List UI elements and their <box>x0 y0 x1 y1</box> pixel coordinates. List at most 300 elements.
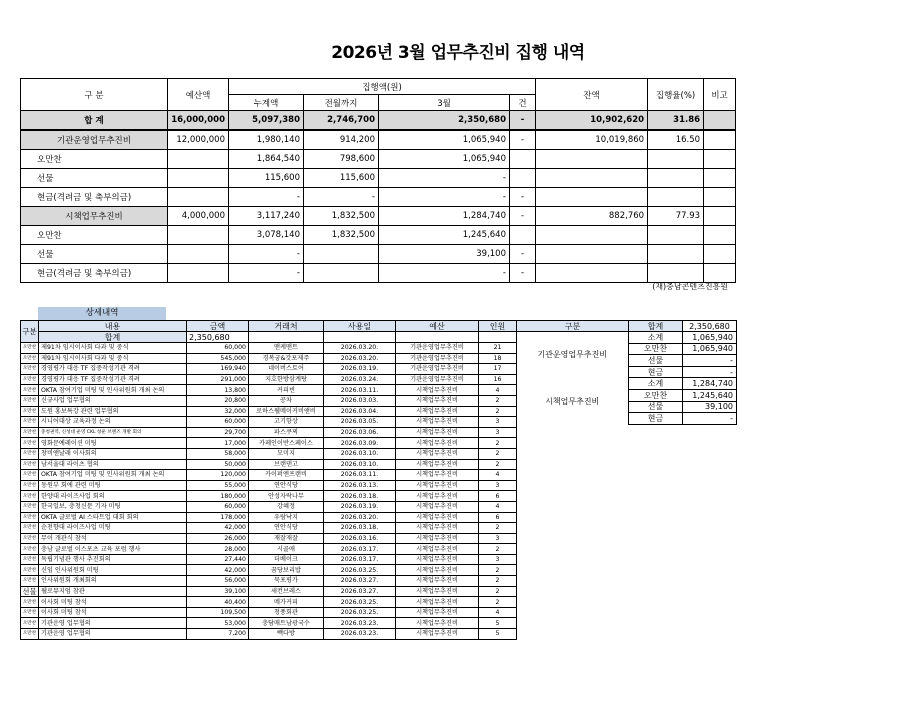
detail-vendor: 묵포평가 <box>249 576 324 587</box>
summary-previous: 2,746,700 <box>304 111 379 131</box>
detail-kind: 오만찬 <box>21 629 39 640</box>
detail-people: 4 <box>479 470 517 481</box>
summary-count: - <box>510 207 536 226</box>
summary-cumulative: 3,078,140 <box>229 226 304 245</box>
detail-desc: OKTA 글로벌 AI 스타트업 대회 회의 <box>39 512 187 523</box>
header-category: 구 분 <box>21 79 168 111</box>
detail-budget: 기관운영업무추진비 <box>396 374 479 385</box>
detail-desc: 남서울대 라이츠 협의 <box>39 459 187 470</box>
summary-row-label: 합 계 <box>21 111 168 131</box>
side-header-total: 합계 <box>629 321 683 332</box>
summary-budget: 12,000,000 <box>168 130 229 150</box>
side-item-label: 오만찬 <box>629 343 683 355</box>
detail-date: 2026.03.16. <box>324 533 396 544</box>
detail-date: 2026.03.10. <box>324 448 396 459</box>
detail-row <box>21 406 517 417</box>
detail-kind: 오만찬 <box>21 353 39 364</box>
detail-header-people: 인원 <box>479 321 517 332</box>
detail-date: 2026.03.05. <box>324 417 396 428</box>
detail-people: 2 <box>479 438 517 449</box>
detail-budget: 시책업무추진비 <box>396 417 479 428</box>
detail-date: 2026.03.11. <box>324 470 396 481</box>
summary-row-label: 선물 <box>21 245 168 264</box>
detail-kind: 오만찬 <box>21 533 39 544</box>
detail-people: 2 <box>479 395 517 406</box>
detail-amount: 291,000 <box>187 374 249 385</box>
detail-date: 2026.03.25. <box>324 565 396 576</box>
summary-previous: 115,600 <box>304 169 379 188</box>
detail-amount: 7,200 <box>187 629 249 640</box>
summary-row <box>21 226 736 245</box>
detail-people: 3 <box>479 554 517 565</box>
detail-date: 2026.03.10. <box>324 459 396 470</box>
detail-budget: 시책업무추진비 <box>396 586 479 597</box>
detail-budget: 시책업무추진비 <box>396 565 479 576</box>
summary-note <box>704 150 736 169</box>
detail-amount: 60,000 <box>187 343 249 354</box>
summary-cumulative: 1,980,140 <box>229 130 304 150</box>
summary-table <box>20 78 736 283</box>
summary-month: - <box>379 188 510 207</box>
side-item-label: 선물 <box>629 401 683 413</box>
detail-date: 2026.03.20. <box>324 353 396 364</box>
summary-note <box>704 207 736 226</box>
detail-desc: 시니어대상 교육과정 논의 <box>39 417 187 428</box>
summary-row <box>21 150 736 169</box>
detail-desc: 동원부 회에 관련 미팅 <box>39 480 187 491</box>
summary-count: - <box>510 111 536 131</box>
summary-row-label: 현금(격려금 및 축부의금) <box>21 264 168 283</box>
detail-row <box>21 565 517 576</box>
summary-balance <box>536 226 648 245</box>
summary-balance <box>536 169 648 188</box>
summary-balance: 882,760 <box>536 207 648 226</box>
summary-row-label: 오만찬 <box>21 150 168 169</box>
detail-kind: 오만찬 <box>21 512 39 523</box>
detail-vendor: 지호한방삼계탕 <box>249 374 324 385</box>
detail-budget: 기관운영업무추진비 <box>396 353 479 364</box>
detail-date: 2026.03.25. <box>324 607 396 618</box>
detail-kind: 오만찬 <box>21 576 39 587</box>
detail-desc: 이사회 미팅 참석 <box>39 597 187 608</box>
detail-people: 4 <box>479 501 517 512</box>
detail-budget: 시책업무추진비 <box>396 395 479 406</box>
detail-amount: 109,500 <box>187 607 249 618</box>
summary-row <box>21 264 736 283</box>
detail-people: 2 <box>479 565 517 576</box>
side-header-kind: 구분 <box>517 321 629 332</box>
summary-cumulative: 5,097,380 <box>229 111 304 131</box>
detail-desc: OKTA 참여기업 미팅 및 인사위원회 개최 논의 <box>39 385 187 396</box>
side-item-value: 1,065,940 <box>683 332 737 344</box>
detail-header-desc: 내용 <box>39 321 187 332</box>
summary-note <box>704 169 736 188</box>
header-exec: 집행액(원) <box>229 79 536 95</box>
summary-row-label: 오만찬 <box>21 226 168 245</box>
side-item-label: 소계 <box>629 378 683 390</box>
detail-desc: 경영평가 대응 TF 집중작성기관 격려 <box>39 364 187 375</box>
side-group-name: 시책업무추진비 <box>545 396 600 406</box>
detail-people: 3 <box>479 417 517 428</box>
detail-date: 2026.03.27. <box>324 586 396 597</box>
detail-amount: 169,940 <box>187 364 249 375</box>
side-item-value: - <box>683 355 737 367</box>
detail-kind: 오만찬 <box>21 438 39 449</box>
side-item-value: 1,065,940 <box>683 343 737 355</box>
header-cum: 누계액 <box>229 95 304 111</box>
detail-vendor: 더베이크 <box>249 554 324 565</box>
detail-people: 2 <box>479 448 517 459</box>
detail-amount: 29,700 <box>187 427 249 438</box>
side-row <box>517 378 737 390</box>
detail-kind: 오만찬 <box>21 395 39 406</box>
summary-previous: 798,600 <box>304 150 379 169</box>
side-item-label: 소계 <box>629 332 683 344</box>
summary-balance <box>536 150 648 169</box>
detail-desc: 영화문예레이션 미팅 <box>39 438 187 449</box>
summary-rate <box>648 264 704 283</box>
detail-header-kind: 구분 <box>21 321 39 343</box>
detail-date: 2026.03.27. <box>324 576 396 587</box>
summary-row <box>21 169 736 188</box>
summary-previous: - <box>304 188 379 207</box>
summary-count: - <box>510 130 536 150</box>
detail-amount: 56,000 <box>187 576 249 587</box>
summary-rate <box>648 169 704 188</box>
summary-budget <box>168 169 229 188</box>
detail-budget: 시책업무추진비 <box>396 629 479 640</box>
detail-desc: 무이 개관식 참석 <box>39 533 187 544</box>
detail-desc: 창비앤날래 이사회의 <box>39 448 187 459</box>
detail-date: 2026.03.19. <box>324 364 396 375</box>
side-row <box>517 332 737 344</box>
detail-budget: 시책업무추진비 <box>396 480 479 491</box>
summary-row-label: 시책업무추진비 <box>21 207 168 226</box>
detail-kind: 오만찬 <box>21 417 39 428</box>
detail-people: 18 <box>479 353 517 364</box>
detail-budget: 시책업무추진비 <box>396 491 479 502</box>
summary-count: - <box>510 245 536 264</box>
detail-vendor: 로하스웰메이커비앤비 <box>249 406 324 417</box>
summary-rate: 77.93 <box>648 207 704 226</box>
detail-date: 2026.03.13. <box>324 480 396 491</box>
summary-budget: 4,000,000 <box>168 207 229 226</box>
detail-row <box>21 448 517 459</box>
detail-date: 2026.03.18. <box>324 523 396 534</box>
detail-row <box>21 480 517 491</box>
detail-total-amount: 2,350,680 <box>187 332 249 343</box>
summary-row-label: 현금(격려금 및 축부의금) <box>21 188 168 207</box>
summary-budget <box>168 245 229 264</box>
side-item-value: 1,284,740 <box>683 378 737 390</box>
detail-vendor: 모미지 <box>249 448 324 459</box>
detail-vendor: 연안식당 <box>249 480 324 491</box>
detail-kind: 오만찬 <box>21 427 39 438</box>
summary-month: 39,100 <box>379 245 510 264</box>
detail-budget: 시책업무추진비 <box>396 544 479 555</box>
summary-rate <box>648 188 704 207</box>
detail-kind: 오만찬 <box>21 470 39 481</box>
detail-total-label: 합계 <box>39 332 187 343</box>
detail-budget: 시책업무추진비 <box>396 523 479 534</box>
detail-desc: 기관운영 업무협의 <box>39 629 187 640</box>
detail-people: 2 <box>479 586 517 597</box>
detail-budget: 시책업무추진비 <box>396 470 479 481</box>
detail-budget: 기관운영업무추진비 <box>396 364 479 375</box>
detail-vendor: 고기항상 <box>249 417 324 428</box>
detail-budget: 시책업무추진비 <box>396 597 479 608</box>
detail-vendor: 맨케맨트 <box>249 343 324 354</box>
detail-people: 2 <box>479 544 517 555</box>
detail-amount: 39,100 <box>187 586 249 597</box>
summary-balance: 10,902,620 <box>536 111 648 131</box>
detail-budget: 시책업무추진비 <box>396 438 479 449</box>
summary-balance <box>536 188 648 207</box>
detail-kind: 오만찬 <box>21 501 39 512</box>
detail-people: 16 <box>479 374 517 385</box>
detail-vendor: 빽다방 <box>249 629 324 640</box>
detail-vendor: 시골애 <box>249 544 324 555</box>
summary-note <box>704 264 736 283</box>
detail-desc: 도원 홍보특강 관련 업무협의 <box>39 406 187 417</box>
detail-date: 2026.03.20. <box>324 343 396 354</box>
detail-row <box>21 576 517 587</box>
category-summary-table <box>516 320 737 425</box>
detail-desc: 한국일보, 충청신문 기자 미팅 <box>39 501 187 512</box>
detail-vendor: 강혜정 <box>249 501 324 512</box>
header-month: 3월 <box>379 95 510 111</box>
detail-people: 6 <box>479 512 517 523</box>
detail-amount: 27,440 <box>187 554 249 565</box>
summary-note <box>704 226 736 245</box>
page-title: 2026년 3월 업무추진비 집행 내역 <box>331 43 585 63</box>
detail-budget: 시책업무추진비 <box>396 512 479 523</box>
summary-row <box>21 207 736 226</box>
detail-amount: 60,000 <box>187 501 249 512</box>
detail-row <box>21 501 517 512</box>
detail-date: 2026.03.23. <box>324 629 396 640</box>
detail-row <box>21 597 517 608</box>
organization-name: (재)충남콘텐츠진흥원 <box>652 282 728 291</box>
summary-previous: 1,832,500 <box>304 207 379 226</box>
summary-cumulative: 3,117,240 <box>229 207 304 226</box>
detail-amount: 26,000 <box>187 533 249 544</box>
detail-row <box>21 395 517 406</box>
detail-date: 2026.03.20. <box>324 512 396 523</box>
detail-date: 2026.03.11. <box>324 385 396 396</box>
summary-count <box>510 150 536 169</box>
detail-row <box>21 607 517 618</box>
detail-budget: 시책업무추진비 <box>396 554 479 565</box>
detail-budget: 시책업무추진비 <box>396 459 479 470</box>
detail-row <box>21 374 517 385</box>
detail-kind: 오만찬 <box>21 385 39 396</box>
detail-vendor: 세컨브레스 <box>249 586 324 597</box>
detail-people: 5 <box>479 618 517 629</box>
side-header-total-value: 2,350,680 <box>683 321 737 332</box>
detail-amount: 180,000 <box>187 491 249 502</box>
detail-vendor: 청풍회관 <box>249 607 324 618</box>
summary-note <box>704 245 736 264</box>
detail-row <box>21 343 517 354</box>
detail-vendor: 브랜댄고 <box>249 459 324 470</box>
detail-amount: 28,000 <box>187 544 249 555</box>
summary-budget <box>168 188 229 207</box>
detail-kind: 오만찬 <box>21 597 39 608</box>
detail-amount: 178,000 <box>187 512 249 523</box>
detail-date: 2026.03.17. <box>324 554 396 565</box>
detail-row <box>21 586 517 597</box>
detail-desc: 기관운영 업무협의 <box>39 618 187 629</box>
detail-kind: 오만찬 <box>21 491 39 502</box>
detail-vendor: 재잘재잘 <box>249 533 324 544</box>
detail-budget: 시책업무추진비 <box>396 576 479 587</box>
detail-row <box>21 629 517 640</box>
summary-row-label: 기관운영업무추진비 <box>21 130 168 150</box>
detail-kind: 오만찬 <box>21 343 39 354</box>
detail-vendor: 네이버스토어 <box>249 364 324 375</box>
detail-row <box>21 618 517 629</box>
detail-table <box>20 320 517 640</box>
summary-month: - <box>379 169 510 188</box>
summary-rate <box>648 245 704 264</box>
detail-section-title: 상세내역 <box>38 307 166 320</box>
header-rate: 집행율(%) <box>648 79 704 111</box>
detail-budget: 시책업무추진비 <box>396 501 479 512</box>
summary-cumulative: - <box>229 188 304 207</box>
detail-kind: 오만찬 <box>21 364 39 375</box>
detail-people: 2 <box>479 576 517 587</box>
side-item-label: 선물 <box>629 355 683 367</box>
detail-row <box>21 459 517 470</box>
detail-date: 2026.03.19. <box>324 501 396 512</box>
detail-amount: 32,000 <box>187 406 249 417</box>
detail-desc: 독립기념관 행사 추진회의 <box>39 554 187 565</box>
detail-kind: 오만찬 <box>21 607 39 618</box>
detail-row <box>21 417 517 428</box>
detail-kind: 오만찬 <box>21 480 39 491</box>
side-item-label: 현금 <box>629 366 683 378</box>
detail-amount: 50,000 <box>187 459 249 470</box>
summary-month: 1,065,940 <box>379 150 510 169</box>
summary-balance <box>536 264 648 283</box>
detail-date: 2026.03.18. <box>324 491 396 502</box>
side-item-value: - <box>683 366 737 378</box>
detail-people: 4 <box>479 385 517 396</box>
summary-cumulative: 115,600 <box>229 169 304 188</box>
summary-balance <box>536 245 648 264</box>
summary-balance: 10,019,860 <box>536 130 648 150</box>
detail-amount: 55,000 <box>187 480 249 491</box>
side-item-value: - <box>683 413 737 425</box>
detail-vendor: 파스쿠찌 <box>249 427 324 438</box>
detail-row <box>21 385 517 396</box>
header-balance: 잔액 <box>536 79 648 111</box>
summary-row <box>21 130 736 150</box>
detail-amount: 120,000 <box>187 470 249 481</box>
summary-rate <box>648 150 704 169</box>
detail-vendor: 꿈당보리밥 <box>249 565 324 576</box>
detail-desc: 충남 글로벌 이스포츠 교육 포럼 행사 <box>39 544 187 555</box>
summary-count: - <box>510 188 536 207</box>
detail-desc: 순천향대 라이즈사업 미팅 <box>39 523 187 534</box>
detail-vendor: 카페인이반스페이스 <box>249 438 324 449</box>
summary-month: - <box>379 264 510 283</box>
detail-vendor: 안성자락나무 <box>249 491 324 502</box>
summary-rate: 31.86 <box>648 111 704 131</box>
summary-previous <box>304 264 379 283</box>
detail-desc: 웰로뮤지엄 참관 <box>39 586 187 597</box>
summary-count: - <box>510 264 536 283</box>
detail-row <box>21 544 517 555</box>
summary-count <box>510 226 536 245</box>
summary-previous: 1,832,500 <box>304 226 379 245</box>
detail-date: 2026.03.17. <box>324 544 396 555</box>
detail-desc: 경영평가 대응 TF 집중작성기관 격려 <box>39 374 187 385</box>
detail-vendor: 카이퍼엔프랜비 <box>249 470 324 481</box>
detail-people: 2 <box>479 406 517 417</box>
detail-people: 21 <box>479 343 517 354</box>
detail-amount: 42,000 <box>187 523 249 534</box>
detail-vendor: 커피빈 <box>249 385 324 396</box>
detail-desc: 인사위원회 개최회의 <box>39 576 187 587</box>
detail-row <box>21 533 517 544</box>
summary-month: 1,284,740 <box>379 207 510 226</box>
detail-budget: 시책업무추진비 <box>396 385 479 396</box>
detail-vendor: 공차 <box>249 395 324 406</box>
summary-rate <box>648 226 704 245</box>
detail-people: 2 <box>479 523 517 534</box>
detail-row <box>21 491 517 502</box>
detail-kind: 선물 <box>22 586 37 596</box>
detail-budget: 시책업무추진비 <box>396 448 479 459</box>
detail-budget: 기관운영업무추진비 <box>396 343 479 354</box>
detail-people: 2 <box>479 597 517 608</box>
detail-kind: 오만찬 <box>21 459 39 470</box>
detail-header-date: 사용일 <box>324 321 396 332</box>
detail-people: 3 <box>479 533 517 544</box>
summary-month: 1,065,940 <box>379 130 510 150</box>
detail-people: 17 <box>479 364 517 375</box>
detail-vendor: 우람낙지 <box>249 512 324 523</box>
detail-budget: 시책업무추진비 <box>396 607 479 618</box>
summary-month: 1,245,640 <box>379 226 510 245</box>
detail-desc: 이사회 미팅 참석 <box>39 607 187 618</box>
detail-amount: 17,000 <box>187 438 249 449</box>
summary-cumulative: - <box>229 245 304 264</box>
detail-row <box>21 512 517 523</box>
summary-cumulative: 1,864,540 <box>229 150 304 169</box>
summary-rate: 16.50 <box>648 130 704 150</box>
side-item-value: 39,100 <box>683 401 737 413</box>
side-group-name: 기관운영업무추진비 <box>537 350 608 360</box>
detail-row <box>21 438 517 449</box>
header-note: 비고 <box>704 79 736 111</box>
detail-date: 2026.03.04. <box>324 406 396 417</box>
summary-previous <box>304 245 379 264</box>
detail-people: 3 <box>479 480 517 491</box>
detail-desc: 신규사업 업무협의 <box>39 395 187 406</box>
detail-date: 2026.03.03. <box>324 395 396 406</box>
detail-row <box>21 364 517 375</box>
detail-desc: 충청권역, 신성대 운영 CKL 창운 브랜즈 개발 회의 <box>39 427 187 438</box>
summary-budget: 16,000,000 <box>168 111 229 131</box>
detail-row <box>21 470 517 481</box>
summary-count <box>510 169 536 188</box>
detail-amount: 545,000 <box>187 353 249 364</box>
detail-people: 4 <box>479 607 517 618</box>
detail-budget: 시책업무추진비 <box>396 427 479 438</box>
